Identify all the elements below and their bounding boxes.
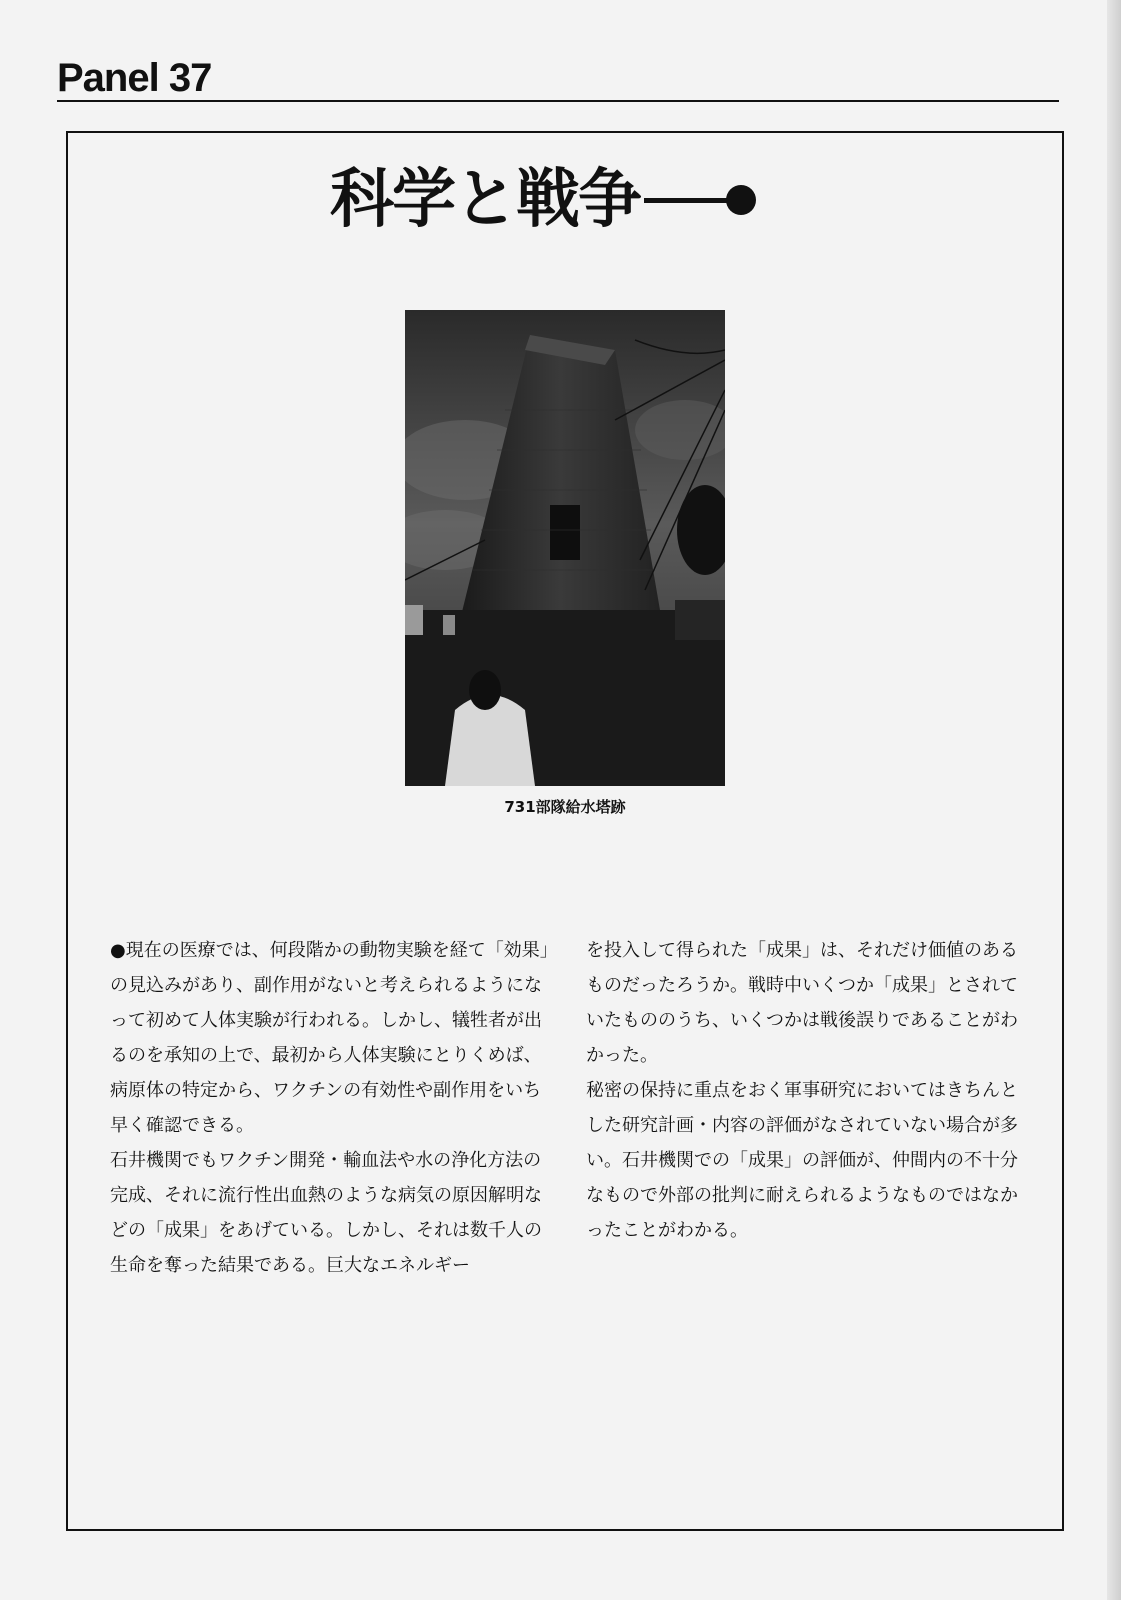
body-paragraph: 秘密の保持に重点をおく軍事研究においてはきちんとした研究計画・内容の評価がなされていない場合が多い。石井機関での「成果」の評価が、仲間内の不十分なもので外部の批判に耐えられるようなものではなかったことがわかる。 [586, 1080, 1018, 1241]
body-column-right [586, 933, 1026, 1248]
title-block [330, 155, 756, 245]
water-tower-photo [405, 310, 725, 786]
title-bullet-dot [726, 185, 756, 215]
body-paragraph: 石井機関でもワクチン開発・輸血法や水の浄化方法の完成、それに流行性出血熱のような病気の原因解明などの「成果」をあげている。しかし、それは数千人の生命を奪った結果である。巨大なエネルギー [110, 1150, 542, 1276]
photo-illustration [405, 310, 725, 786]
panel-label: Panel 37 [57, 56, 212, 100]
page-edge [1107, 0, 1121, 1600]
title-dash-line [644, 198, 728, 203]
header-rule [57, 100, 1059, 102]
body-paragraph: ●現在の医療では、何段階かの動物実験を経て「効果」の見込みがあり、副作用がないと考えられるようになって初めて人体実験が行われる。しかし、犠牲者が出るのを承知の上で、最初から人体実験にとりくめば、病原体の特定から、ワクチンの有効性や副作用をいち早く確認できる。 [110, 940, 549, 1136]
photo-caption: 731部隊給水塔跡 [504, 798, 626, 816]
page-title: 科学と戦争 [330, 163, 640, 237]
body-paragraph: を投入して得られた「成果」は、それだけ価値のあるものだったろうか。戦時中いくつか「成果」とされていたもののうち、いくつかは戦後誤りであることがわかった。 [586, 940, 1018, 1066]
body-column-left [110, 933, 550, 1283]
